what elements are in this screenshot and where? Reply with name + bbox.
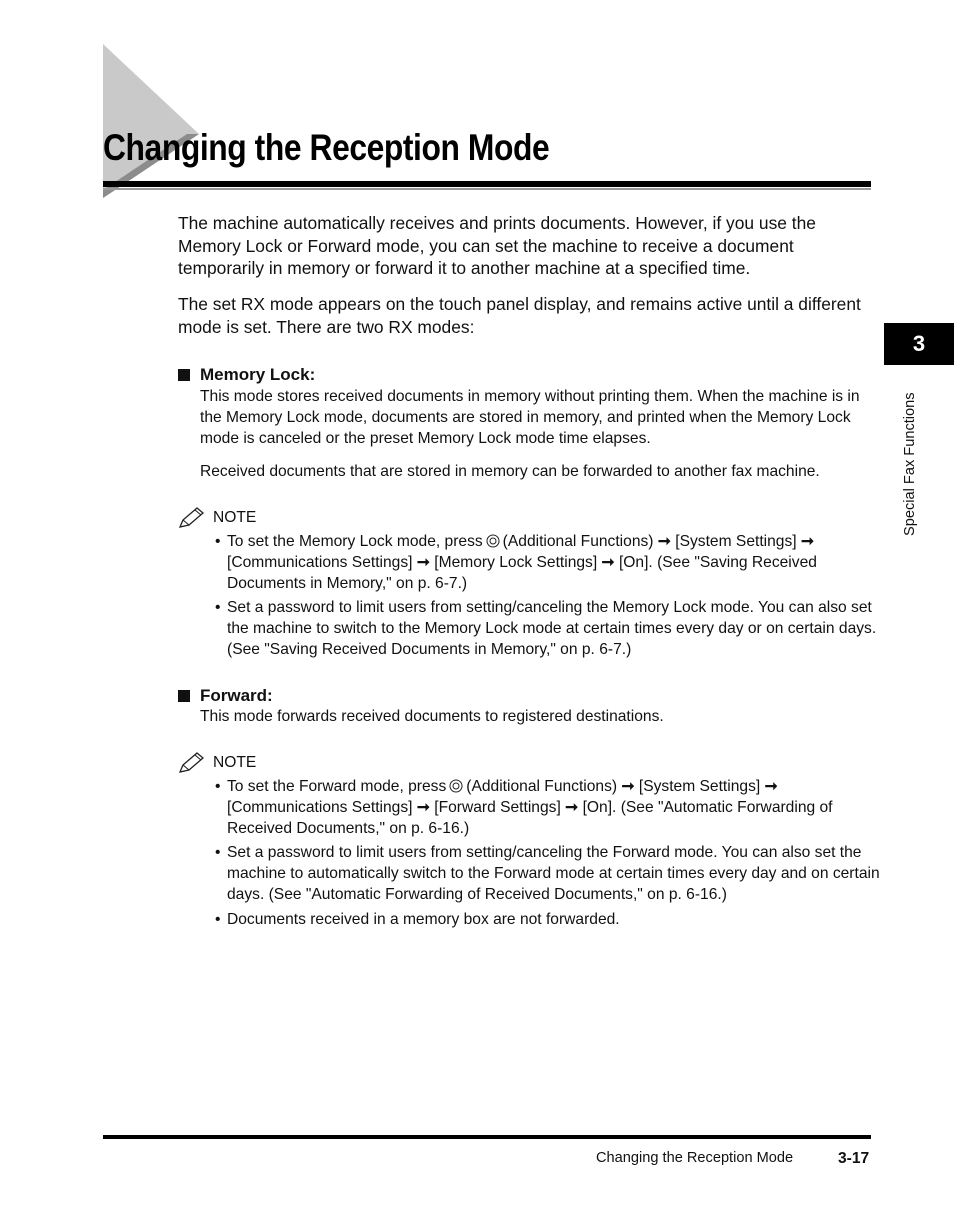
square-bullet-icon (178, 369, 190, 381)
memory-lock-paragraph-1: This mode stores received documents in memory without printing them. When the machine is in the Memory Lock mode, documents are stored in memory, and printed when the Memory Lock mode is canceled or the preset Memory Lock mode time elapses. (200, 388, 860, 447)
memory-lock-paragraph-2: Received documents that are stored in memory can be forwarded to another fax machine. (200, 463, 820, 480)
page-title: Changing the Reception Mode (103, 127, 550, 168)
arrow-icon: ➞ (800, 533, 815, 550)
square-bullet-icon (178, 690, 190, 702)
forward-note-bullet-2: • Set a password to limit users from setting/canceling the Forward mode. You can also set the machine to automatically switch to the Forward mode at certain times every day and on certain days. (See "Automatic Forwarding of Received Documents," on p. 6-16.) (215, 844, 880, 903)
chapter-tab (884, 323, 954, 365)
intro-paragraph-1: The machine automatically receives and prints documents. However, if you use the Memory Lock or Forward mode, you can set the machine to receive a document temporarily in memory or forward it to another machine at a specified time. (178, 213, 816, 278)
note-label: NOTE (213, 509, 257, 526)
memory-lock-heading-text: Memory Lock: (200, 365, 316, 384)
arrow-icon: ➞ (657, 533, 671, 550)
footer-rule (103, 1135, 871, 1139)
memory-lock-heading (178, 365, 315, 385)
title-triangle-icon (103, 44, 213, 204)
page-number: 3-17 (838, 1150, 870, 1167)
additional-functions-key-icon (449, 779, 463, 793)
forward-note-bullet-3: • Documents received in a memory box are not forwarded. (215, 911, 620, 928)
arrow-icon: ➞ (621, 778, 635, 795)
forward-note-heading (178, 752, 256, 774)
footer-title: Changing the Reception Mode (596, 1150, 794, 1166)
memory-lock-note-heading (178, 507, 256, 529)
forward-heading (178, 686, 273, 706)
note-label: NOTE (213, 754, 257, 771)
arrow-icon: ➞ (416, 799, 430, 816)
memory-lock-note-bullet-1: • To set the Memory Lock mode, press (Additional Functions) ➞ [System Settings] ➞ [Communications Settings] ➞ [Memory Lock Settings] ➞ [On]. (See "Saving Received Documents in Memory," on p. 6-7.) (215, 533, 817, 592)
arrow-icon: ➞ (565, 799, 579, 816)
pencil-note-icon (178, 752, 205, 774)
memory-lock-note-bullet-2: • Set a password to limit users from setting/canceling the Memory Lock mode. You can also set the machine to switch to the Memory Lock mode at certain times every day or on certain days. (See "Saving Received Documents in Memory," on p. 6-7.) (215, 599, 877, 658)
arrow-icon: ➞ (416, 554, 430, 571)
forward-heading-text: Forward: (200, 686, 273, 705)
pencil-note-icon (178, 507, 205, 529)
additional-functions-key-icon (486, 534, 500, 548)
arrow-icon: ➞ (601, 554, 615, 571)
chapter-label: Special Fax Functions (902, 392, 918, 536)
chapter-number: 3 (912, 331, 926, 356)
intro-paragraph-2: The set RX mode appears on the touch panel display, and remains active until a different mode is set. There are two RX modes: (178, 294, 861, 337)
title-rule (103, 181, 871, 187)
arrow-icon: ➞ (764, 778, 778, 795)
forward-paragraph: This mode forwards received documents to registered destinations. (200, 708, 664, 725)
forward-note-bullet-1: • To set the Forward mode, press (Additional Functions) ➞ [System Settings] ➞ [Communications Settings] ➞ [Forward Settings] ➞ [On]. (See "Automatic Forwarding of Received Documents," on p. 6-16.) (215, 778, 833, 837)
title-rule-shadow (103, 188, 871, 190)
